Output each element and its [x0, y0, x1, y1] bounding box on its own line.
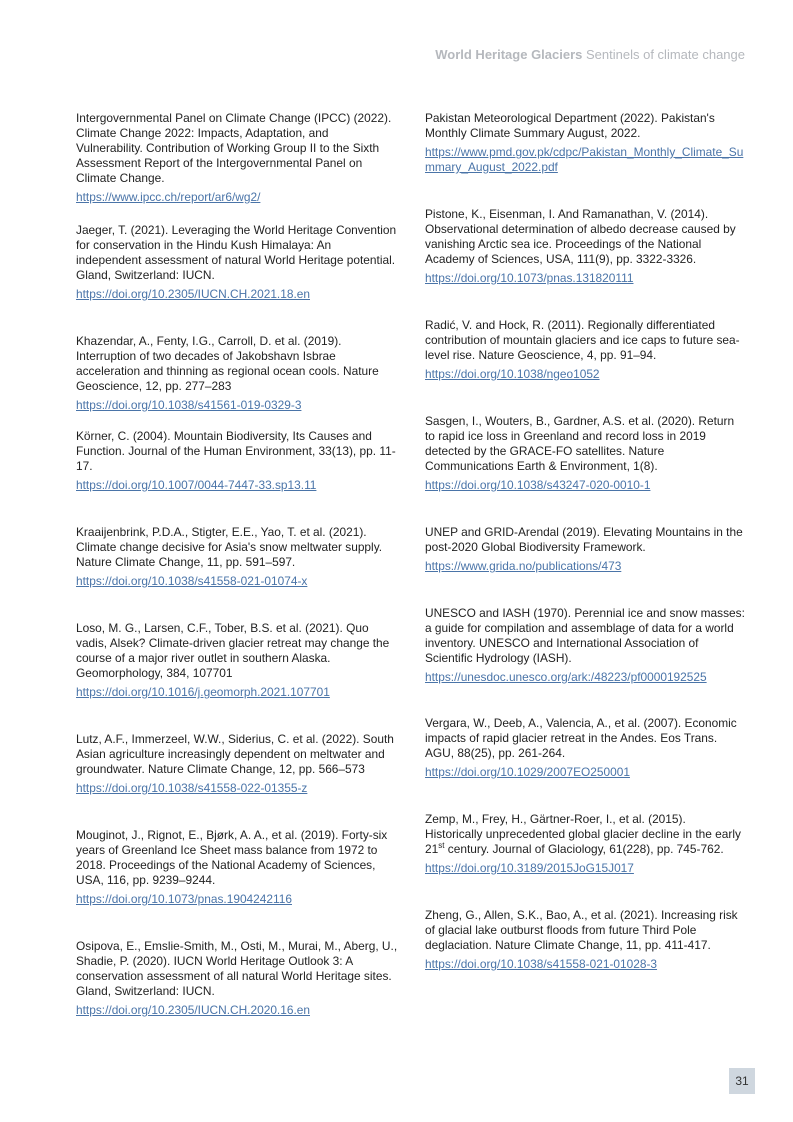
reference-link[interactable]: https://doi.org/10.1007/0044-7447-33.sp13.11: [76, 478, 317, 492]
running-header: [435, 47, 745, 62]
reference-link[interactable]: https://doi.org/10.1029/2007EO250001: [425, 765, 630, 779]
reference-entry: [425, 207, 745, 286]
reference-text: Osipova, E., Emslie-Smith, M., Osti, M., Murai, M., Aberg, U., Shadie, P. (2020). IUCN World Heritage Outlook 3: A conservation assessment of all natural World Heritage sites. Gland, Switzerland: IUCN.: [76, 939, 398, 998]
reference-text: UNEP and GRID-Arendal (2019). Elevating Mountains in the post-2020 Global Biodiversity Framework.: [425, 525, 743, 554]
reference-link[interactable]: https://doi.org/10.2305/IUCN.CH.2020.16.en: [76, 1003, 310, 1017]
reference-link[interactable]: https://doi.org/10.1073/pnas.1904242116: [76, 892, 292, 906]
reference-text: UNESCO and IASH (1970). Perennial ice and snow masses: a guide for compilation and assemblage of data for a world inventory. UNESCO and International Association of Scientific Hydrology (IASH).: [425, 606, 745, 665]
reference-link[interactable]: https://doi.org/10.1073/pnas.131820111: [425, 271, 634, 285]
reference-text: Zheng, G., Allen, S.K., Bao, A., et al. (2021). Increasing risk of glacial lake outburst floods from future Third Pole deglaciation. Nature Climate Change, 11, pp. 411-417.: [425, 908, 738, 952]
reference-link[interactable]: https://doi.org/10.3189/2015JoG15J017: [425, 861, 634, 875]
reference-entry: [76, 828, 398, 907]
reference-text: Pakistan Meteorological Department (2022). Pakistan's Monthly Climate Summary August, 2022.: [425, 111, 715, 140]
reference-text: Loso, M. G., Larsen, C.F., Tober, B.S. et al. (2021). Quo vadis, Alsek? Climate-driven glacier retreat may change the course of a major river outlet in southern Alaska. Geomorphology, 384, 107701: [76, 621, 390, 680]
reference-link[interactable]: https://unesdoc.unesco.org/ark:/48223/pf0000192525: [425, 670, 707, 684]
reference-entry: [76, 334, 398, 413]
reference-entry: [76, 939, 398, 1018]
reference-text: Intergovernmental Panel on Climate Change (IPCC) (2022). Climate Change 2022: Impacts, Adaptation, and Vulnerability. Contribution of Working Group II to the Sixth Assessment Report of the Intergovernmental Panel on Climate Change.: [76, 111, 392, 185]
reference-entry: [76, 429, 398, 493]
reference-text-part: century. Journal of Glaciology, 61(228), pp. 745-762.: [444, 842, 724, 856]
reference-entry: [425, 908, 745, 972]
reference-text: Sasgen, I., Wouters, B., Gardner, A.S. et al. (2020). Return to rapid ice loss in Greenland and record loss in 2019 detected by the GRACE-FO satellites. Nature Communications Earth & Environment, 1(8).: [425, 414, 735, 473]
page-number: 31: [729, 1068, 755, 1094]
reference-entry: [76, 111, 398, 205]
reference-text: Khazendar, A., Fenty, I.G., Carroll, D. et al. (2019). Interruption of two decades of Jakobshavn Isbrae acceleration and thinning as regional ocean cools. Nature Geoscience, 12, pp. 277–283: [76, 334, 379, 393]
reference-link[interactable]: https://doi.org/10.1016/j.geomorph.2021.107701: [76, 685, 330, 699]
reference-text: Pistone, K., Eisenman, I. And Ramanathan, V. (2014). Observational determination of albedo decrease caused by vanishing Arctic sea ice. Proceedings of the National Academy of Sciences, USA, 111(9), pp. 3322-3326.: [425, 207, 736, 266]
reference-entry: [76, 621, 398, 700]
reference-text: Radić, V. and Hock, R. (2011). Regionally differentiated contribution of mountain glaciers and ice caps to future sea-level rise. Nature Geoscience, 4, pp. 91–94.: [425, 318, 740, 362]
superscript-ordinal: st: [438, 841, 445, 851]
reference-link[interactable]: https://doi.org/10.1038/s41558-022-01355-z: [76, 781, 308, 795]
reference-link[interactable]: https://doi.org/10.1038/s41561-019-0329-3: [76, 398, 302, 412]
reference-entry: [425, 318, 745, 382]
reference-link[interactable]: https://www.pmd.gov.pk/cdpc/Pakistan_Monthly_Climate_Summary_August_2022.pdf: [425, 145, 744, 174]
reference-link[interactable]: https://doi.org/10.1038/s41558-021-01074-x: [76, 574, 308, 588]
reference-entry: [425, 606, 745, 685]
reference-text: Mouginot, J., Rignot, E., Bjørk, A. A., et al. (2019). Forty-six years of Greenland Ice Sheet mass balance from 1972 to 2018. Proceedings of the National Academy of Sciences, USA, 116, pp. 9239–9244.: [76, 828, 388, 887]
reference-text: Vergara, W., Deeb, A., Valencia, A., et al. (2007). Economic impacts of rapid glacier retreat in the Andes. Eos Trans. AGU, 88(25), pp. 261-264.: [425, 716, 737, 760]
reference-text: [425, 812, 745, 857]
reference-link[interactable]: https://doi.org/10.2305/IUCN.CH.2021.18.en: [76, 287, 310, 301]
reference-text: Kraaijenbrink, P.D.A., Stigter, E.E., Yao, T. et al. (2021). Climate change decisive for Asia's snow meltwater supply. Nature Climate Change, 11, pp. 591–597.: [76, 525, 383, 569]
publication-title: World Heritage Glaciers: [435, 47, 583, 62]
reference-link[interactable]: https://www.ipcc.ch/report/ar6/wg2/: [76, 190, 261, 204]
reference-text-part: Zemp, M., Frey, H., Gärtner-Roer, I., et al. (2015). Historically unprecedented global glacier decline in the early 21: [425, 812, 741, 856]
reference-entry: [425, 525, 745, 574]
reference-link[interactable]: https://doi.org/10.1038/s43247-020-0010-1: [425, 478, 651, 492]
reference-entry: [76, 732, 398, 796]
reference-link[interactable]: https://doi.org/10.1038/ngeo1052: [425, 367, 600, 381]
reference-entry: [425, 716, 745, 780]
reference-text: Körner, C. (2004). Mountain Biodiversity, Its Causes and Function. Journal of the Human Environment, 33(13), pp. 11-17.: [76, 429, 396, 473]
reference-entry: [425, 812, 745, 876]
publication-subtitle: Sentinels of climate change: [586, 47, 745, 62]
reference-link[interactable]: https://www.grida.no/publications/473: [425, 559, 622, 573]
reference-entry: [76, 223, 398, 302]
reference-entry: [425, 414, 745, 493]
reference-text: Lutz, A.F., Immerzeel, W.W., Siderius, C. et al. (2022). South Asian agriculture increasingly dependent on meltwater and groundwater. Nature Climate Change, 12, pp. 566–573: [76, 732, 394, 776]
reference-entry: [425, 111, 745, 175]
reference-link[interactable]: https://doi.org/10.1038/s41558-021-01028-3: [425, 957, 658, 971]
reference-entry: [76, 525, 398, 589]
reference-text: Jaeger, T. (2021). Leveraging the World Heritage Convention for conservation in the Hindu Kush Himalaya: An independent assessment of natural World Heritage potential. Gland, Switzerland: IUCN.: [76, 223, 397, 282]
